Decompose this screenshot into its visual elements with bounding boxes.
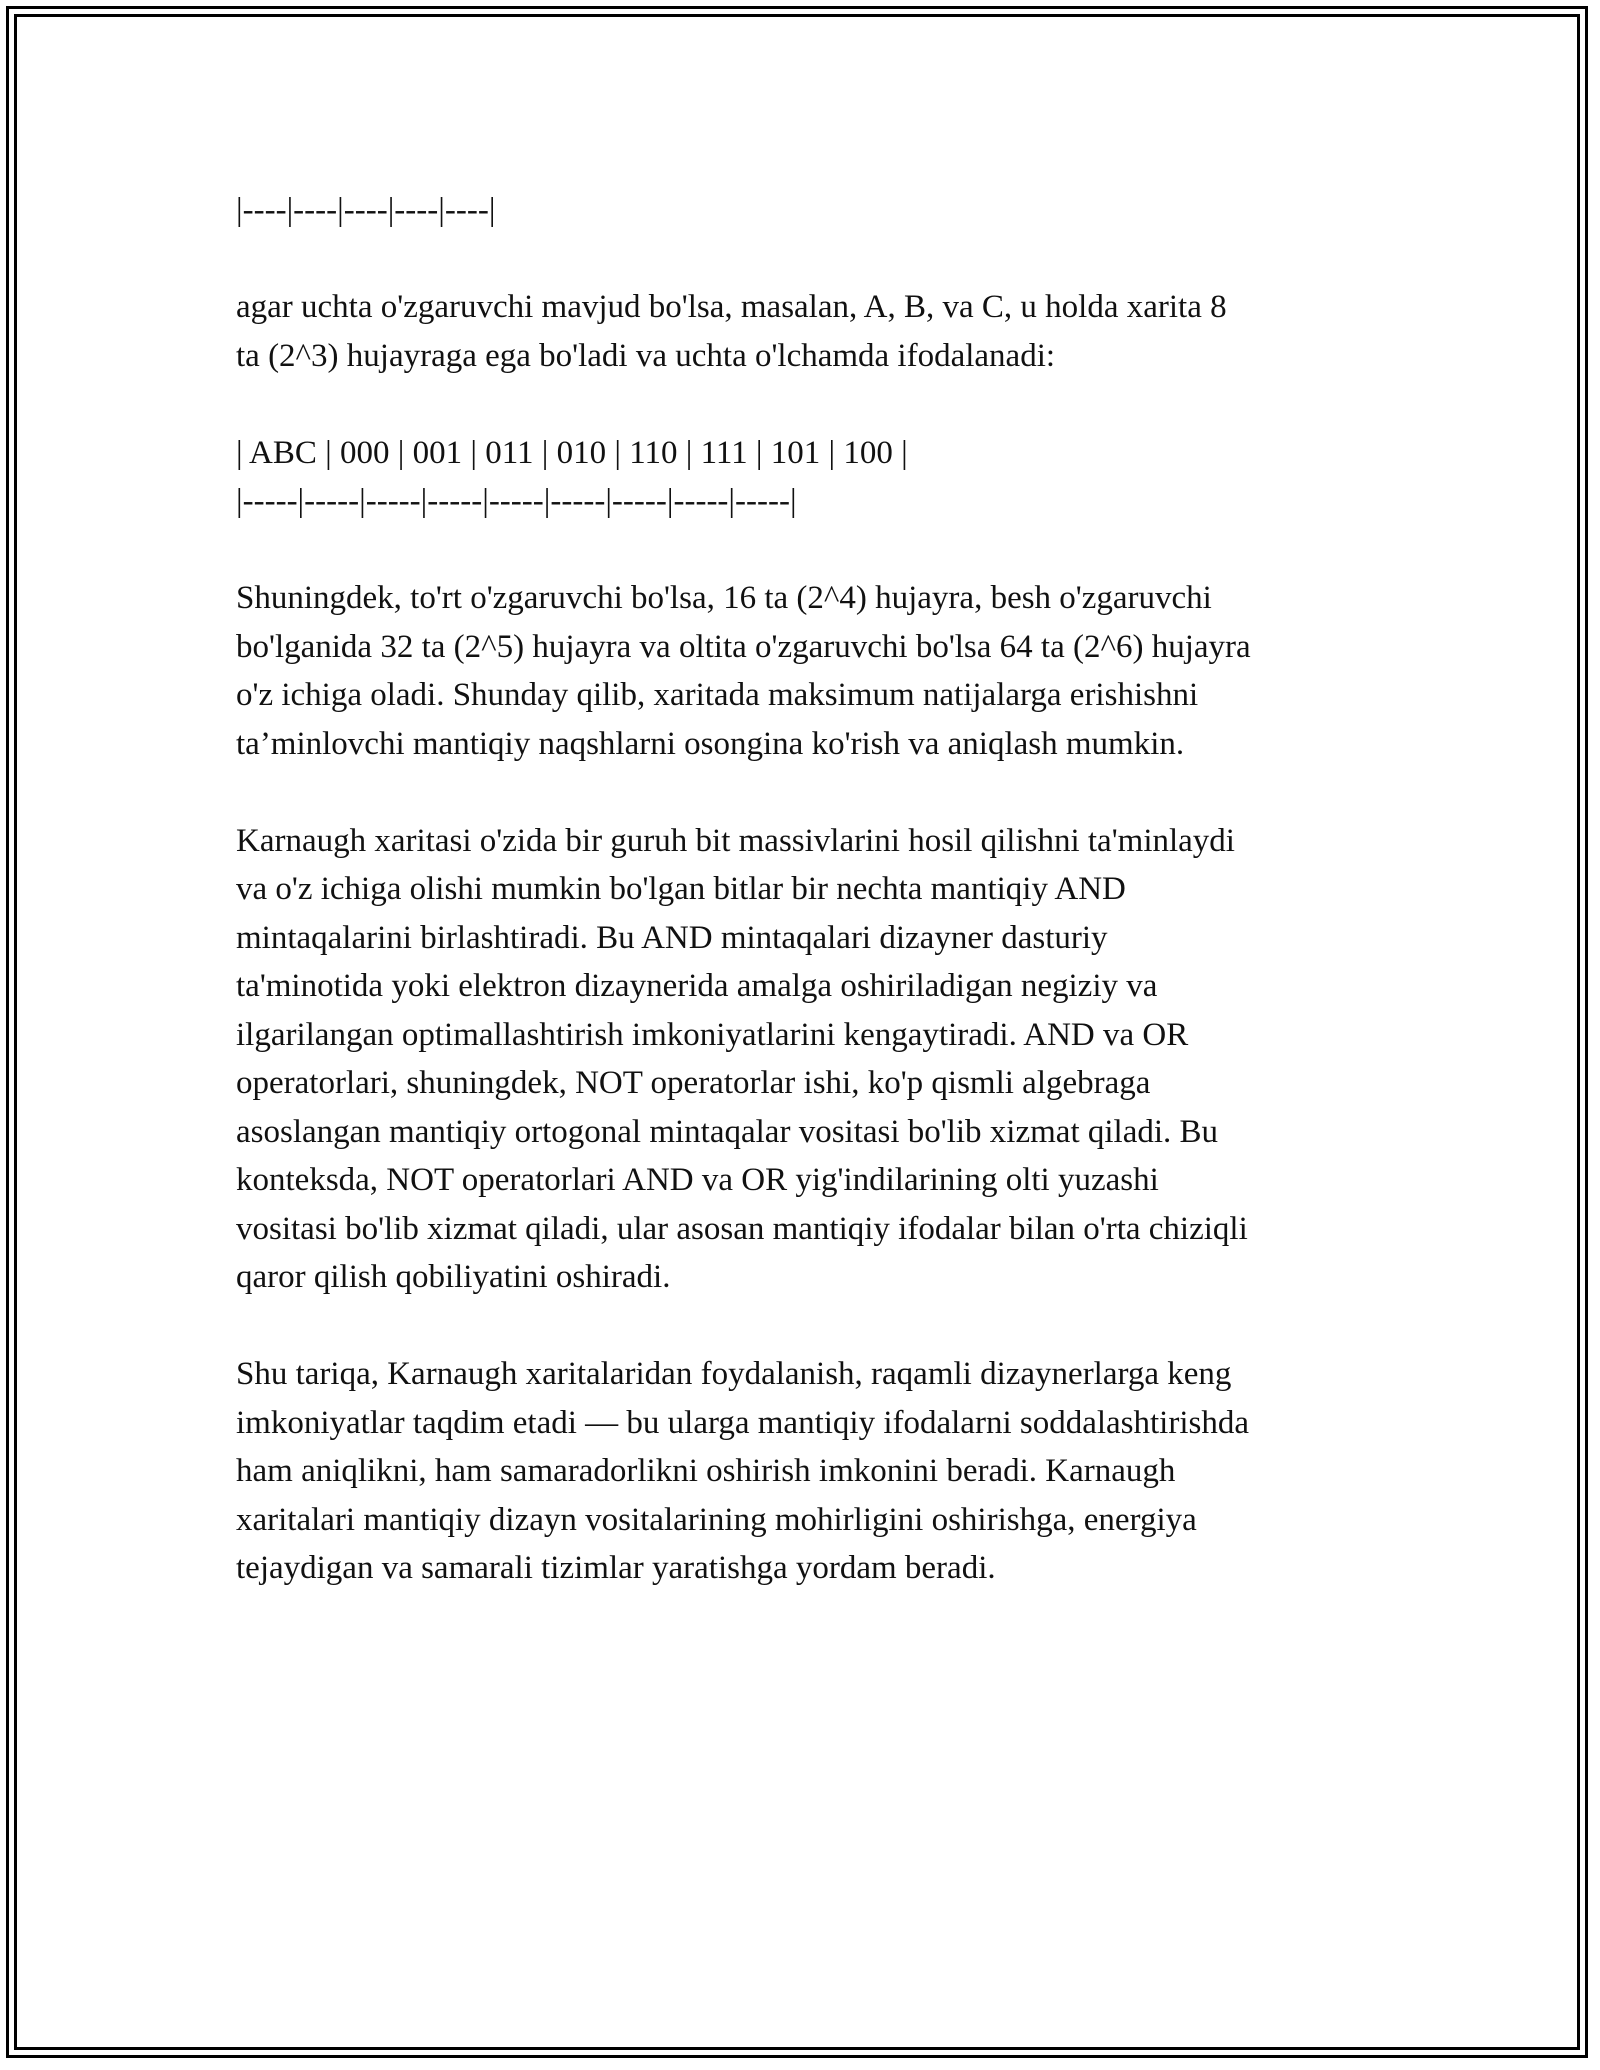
text-line: Shu tariqa, Karnaugh xaritalaridan foydalanish, raqamli dizaynerlarga keng [236,1356,1232,1392]
text-line: imkoniyatlar taqdim etadi — bu ularga mantiqiy ifodalarni soddalashtirishda [236,1404,1249,1441]
paragraph-gap [236,380,1366,429]
paragraph-variables [236,574,1366,768]
paragraph-gap [236,235,1366,284]
table-separator-line: |----|----|----|----|----| [236,192,496,228]
text-line: bo'lganida 32 ta (2^5) hujayra va oltita o'zgaruvchi bo'lsa 64 ta (2^6) hujayra [236,628,1251,665]
paragraph-conclusion [236,1350,1366,1593]
text-line: asoslangan mantiqiy ortogonal mintaqalar vositasi bo'lib xizmat qiladi. Bu [236,1113,1219,1150]
text-line: agar uchta o'zgaruvchi mavjud bo'lsa, masalan, A, B, va C, u holda xarita 8 [236,289,1227,325]
abc-truth-table [236,429,1366,526]
text-line: ta'minotida yoki elektron dizaynerida amalga oshiriladigan negiziy va [236,968,1158,1004]
text-line: mintaqalarini birlashtiradi. Bu AND mintaqalari dizayner dasturiy [236,919,1108,956]
text-line: o'z ichiga oladi. Shunday qilib, xaritada maksimum natijalarga erishishni [236,677,1199,713]
paragraph-gap [236,526,1366,575]
table-header-line: | ABC | 000 | 001 | 011 | 010 | 110 | 111 | 101 | 100 | [236,434,908,471]
text-line: Karnaugh xaritasi o'zida bir guruh bit massivlarini hosil qilishni ta'minlaydi [236,822,1235,859]
text-line: qaror qilish qobiliyatini oshiradi. [236,1259,671,1295]
intro-paragraph [236,283,1366,380]
text-line: ham aniqlikni, ham samaradorlikni oshirish imkonini beradi. Karnaugh [236,1453,1176,1489]
text-line: ta (2^3) hujayraga ega bo'ladi va uchta o'lchamda ifodalanadi: [236,337,1056,374]
document-body [236,186,1366,1593]
paragraph-karnaugh-regions [236,817,1366,1302]
text-line: ilgarilangan optimallashtirish imkoniyatlarini kengaytiradi. AND va OR [236,1016,1189,1053]
table-separator-line: |-----|-----|-----|-----|-----|-----|-----|-----|-----| [236,483,797,519]
text-line: konteksda, NOT operatorlari AND va OR yig'indilarining olti yuzashi [236,1162,1159,1198]
paragraph-gap [236,1302,1366,1351]
text-line: vositasi bo'lib xizmat qiladi, ular asosan mantiqiy ifodalar bilan o'rta chiziqli [236,1210,1248,1247]
paragraph-gap [236,768,1366,817]
text-line: xaritalari mantiqiy dizayn vositalarining mohirligini oshirishga, energiya [236,1501,1197,1538]
text-line: operatorlari, shuningdek, NOT operatorlar ishi, ko'p qismli algebraga [236,1065,1151,1101]
text-line: Shuningdek, to'rt o'zgaruvchi bo'lsa, 16 ta (2^4) hujayra, besh o'zgaruvchi [236,580,1212,616]
text-line: ta’minlovchi mantiqiy naqshlarni osongina ko'rish va aniqlash mumkin. [236,725,1185,762]
text-line: va o'z ichiga olishi mumkin bo'lgan bitlar bir nechta mantiqiy AND [236,871,1126,907]
text-line: tejaydigan va samarali tizimlar yaratishga yordam beradi. [236,1550,996,1586]
